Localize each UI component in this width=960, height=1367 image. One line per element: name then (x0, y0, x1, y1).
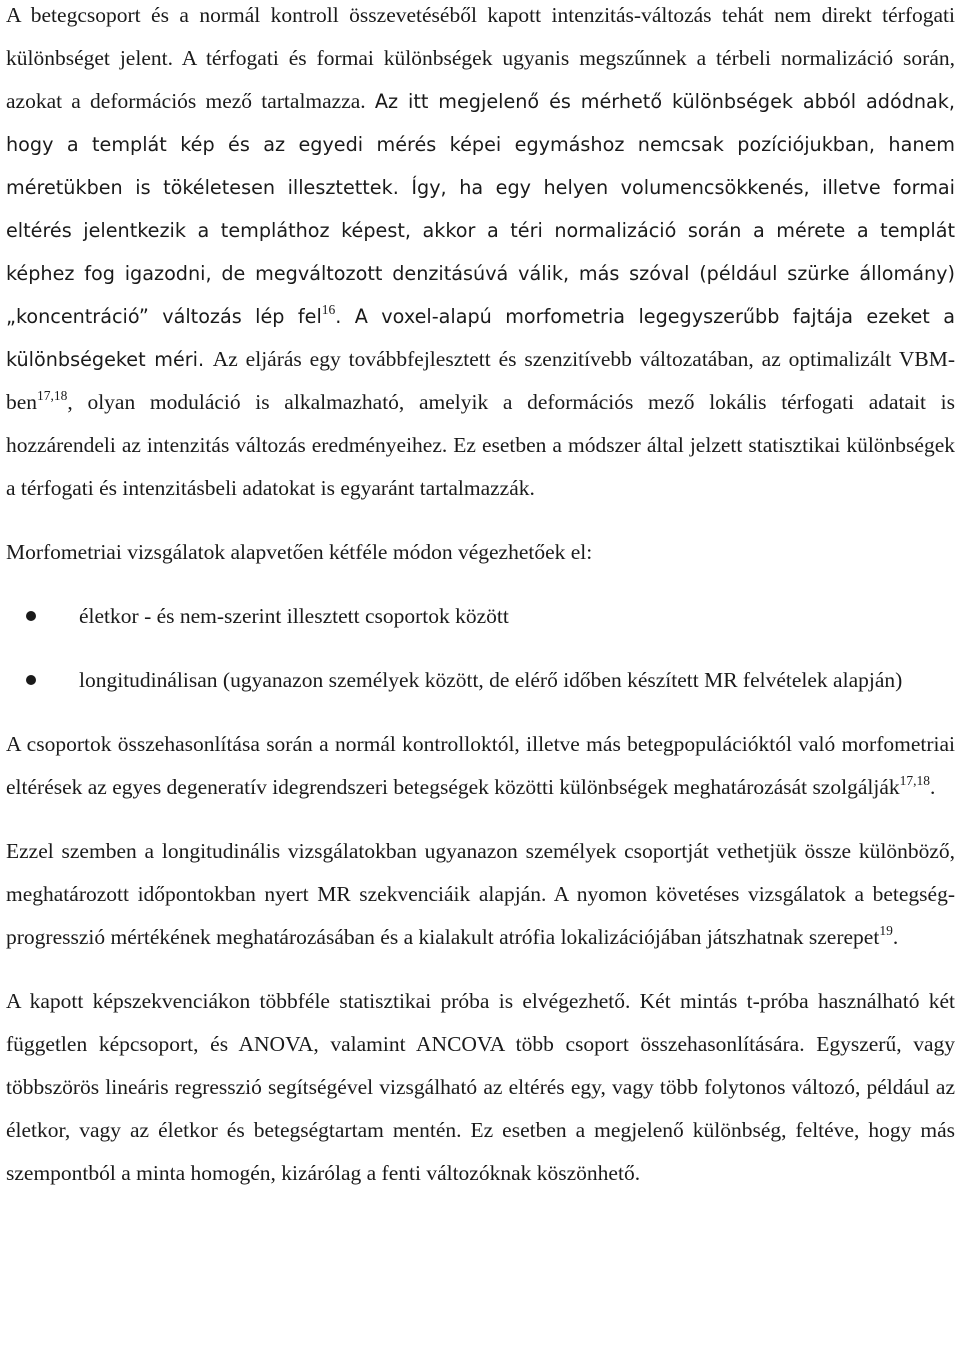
reference-19: 19 (879, 923, 893, 938)
paragraph-group-comparison (6, 723, 955, 809)
paragraph-3-end: . (930, 775, 936, 799)
paragraph-4-end: . (892, 925, 899, 949)
reference-16: 16 (321, 302, 336, 317)
paragraph-intensity-change (6, 0, 955, 510)
paragraph-1-part-2: Az itt megjelenő és mérhető különbségek abból adódnak, hogy a templát kép és az egyedi mérés képei egymáshoz nemcsak pozíciójukban, hanem méretükben is tökéletesen illesztettek. Így, ha egy helyen volumencsökkenés, illetve formai eltérés jelentkezik a templáthoz képest, akkor a téri normalizáció során a mérete a templát képhez fog igazodni, de megváltozott denzitásúvá válik, más szóval (például szürke állomány) „koncentráció” változás lép fel (6, 90, 955, 328)
list-item-text: életkor - és nem-szerint illesztett csoportok között (79, 604, 509, 628)
list-item (6, 595, 955, 638)
list-item (6, 659, 955, 702)
paragraph-4-text: Ezzel szemben a longitudinális vizsgálatokban ugyanazon személyek csoportját vethetjük össze különböző, meghatározott időpontokban nyert MR szekvenciáik alapján. A nyomon követéses vizsgálatok a betegség-progresszió mértékének meghatározásában és a kialakult atrófia lokalizációjában játszhatnak szerepet (6, 839, 955, 949)
document-page (6, 0, 955, 1195)
list-item-text: longitudinálisan (ugyanazon személyek között, de elérő időben készített MR felvételek alapján) (79, 668, 903, 692)
paragraph-morphometry-methods: Morfometriai vizsgálatok alapvetően kétféle módon végezhetőek el: (6, 540, 593, 564)
paragraph-1-part-5: , olyan moduláció is alkalmazható, amelyik a deformációs mező lokális térfogati adatait is hozzárendeli az intenzitás változás eredményeihez. Ez esetben a módszer által jelzett statisztikai különbségek a térfogati és intenzitásbeli adatokat is egyaránt tartalmazzák. (6, 390, 955, 500)
bullet-icon (26, 611, 36, 621)
paragraph-1-part-3: . A voxel-alapú morfometria legegyszerűbb fajtája ezeket a különbségeket méri. (6, 305, 955, 371)
paragraph-longitudinal (6, 830, 955, 959)
reference-17-18: 17,18 (37, 388, 68, 403)
bullet-icon (26, 675, 36, 685)
bullet-list (6, 595, 955, 702)
reference-17-18-b: 17,18 (899, 773, 931, 788)
paragraph-statistics: A kapott képszekvenciákon többféle statisztikai próba is elvégezhető. Két mintás t-próba használható két független képcsoport, és ANOVA, valamint ANCOVA több csoport összehasonlítására. Egyszerű, vagy többszörös lineáris regresszió segítségével vizsgálható az eltérés egy, vagy több folytonos változó, például az életkor, vagy az életkor és betegségtartam mentén. Ez esetben a megjelenő különbség, feltéve, hogy más szempontból a minta homogén, kizárólag a fenti változóknak köszönhető. (6, 989, 955, 1185)
paragraph-1-part-4: Az eljárás egy továbbfejlesztett és szenzitívebb változatában, az optimalizált VBM-ben (6, 347, 955, 414)
paragraph-1-part-1: A betegcsoport és a normál kontroll összevetéséből kapott intenzitás-változás tehát nem direkt térfogati különbséget jelent. A térfogati és formai különbségek ugyanis megszűnnek a térbeli normalizáció során, azokat a deformációs mező tartalmazza. (6, 3, 955, 113)
paragraph-3-text: A csoportok összehasonlítása során a normál kontrolloktól, illetve más betegpopulációktól való morfometriai eltérések az egyes degeneratív idegrendszeri betegségek közötti különbségek meghatározását szolgálják (6, 732, 955, 799)
